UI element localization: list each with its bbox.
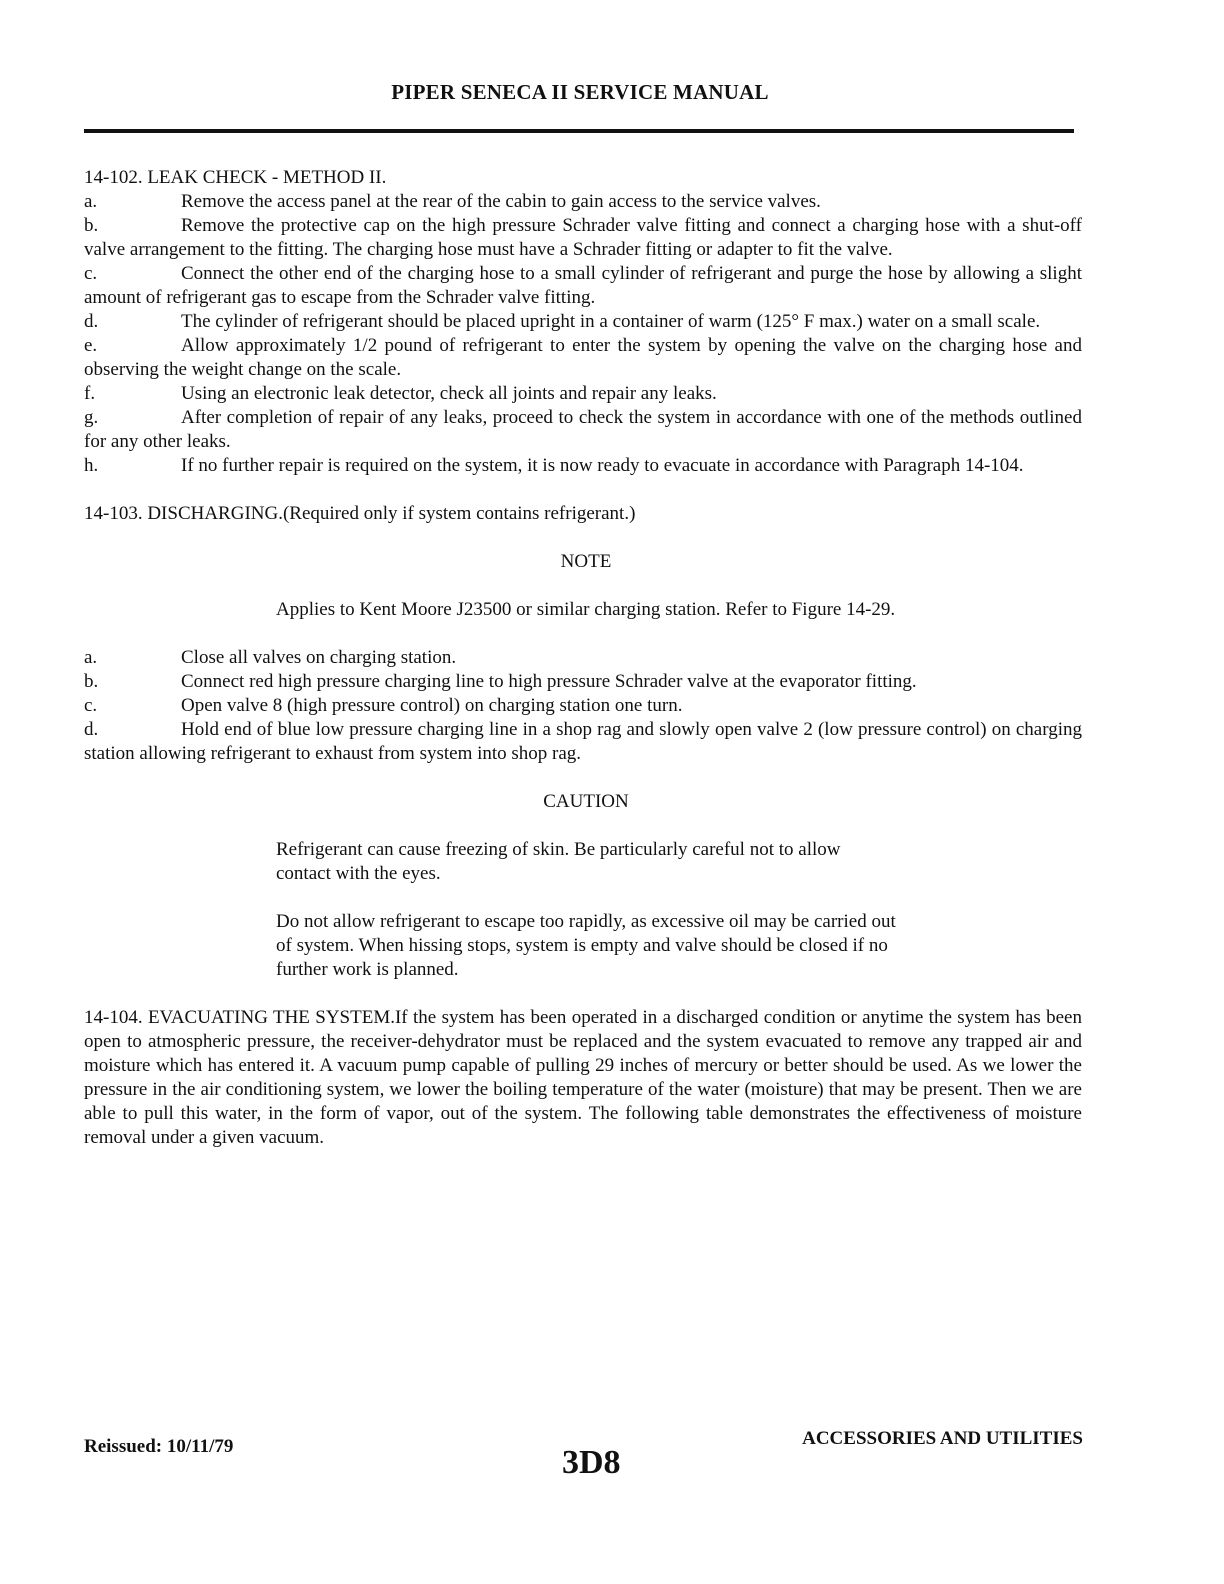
page-header-title: PIPER SENECA II SERVICE MANUAL — [391, 80, 769, 104]
section-102-item-f — [84, 382, 1082, 406]
caution-paragraph-1: Refrigerant can cause freezing of skin. Be particularly careful not to allow contact with the eyes. — [276, 839, 841, 884]
note-text: Applies to Kent Moore J23500 or similar charging station. Refer to Figure 14-29. — [276, 599, 896, 620]
chapter-title: ACCESSORIES AND UTILITIES — [802, 1428, 1083, 1449]
item-text: Using an electronic leak detector, check all joints and repair any leaks. — [181, 383, 717, 404]
section-103-item-c — [84, 694, 1082, 718]
note-label: NOTE — [560, 551, 612, 572]
page-code: 3D8 — [562, 1444, 621, 1481]
section-103-heading: 14-103. DISCHARGING.(Required only if system contains refrigerant.) — [84, 503, 636, 524]
item-letter: a. — [84, 191, 98, 212]
item-text: After completion of repair of any leaks, proceed to check the system in accordance with one of the methods outlined for any other leaks. — [84, 407, 1082, 452]
item-text: Close all valves on charging station. — [181, 647, 457, 668]
item-letter: c. — [84, 695, 98, 716]
section-103-item-b — [84, 670, 1082, 694]
caution-paragraph-2: Do not allow refrigerant to escape too rapidly, as excessive oil may be carried out of system. When hissing stops, system is empty and valve should be closed if no further work is planned. — [276, 911, 896, 980]
item-text: Hold end of blue low pressure charging line in a shop rag and slowly open valve 2 (low pressure control) on charging station allowing refrigerant to exhaust from system into shop rag. — [84, 719, 1082, 764]
item-text: Allow approximately 1/2 pound of refrigerant to enter the system by opening the valve on the charging hose and observing the weight change on the scale. — [84, 335, 1082, 380]
section-102-item-b — [84, 214, 1082, 262]
section-103-item-a — [84, 646, 1082, 670]
caution-label: CAUTION — [543, 791, 629, 812]
header-rule — [84, 129, 1074, 133]
item-text: Open valve 8 (high pressure control) on charging station one turn. — [181, 695, 683, 716]
item-text: Remove the protective cap on the high pressure Schrader valve fitting and connect a charging hose with a shut-off valve arrangement to the fitting. The charging hose must have a Schrader fitting or adapter to fit the valve. — [84, 215, 1082, 260]
section-102-item-d — [84, 310, 1082, 334]
item-letter: e. — [84, 335, 98, 356]
section-102-item-h — [84, 454, 1082, 478]
section-102-item-g — [84, 406, 1082, 454]
item-letter: d. — [84, 311, 99, 332]
item-letter: a. — [84, 647, 98, 668]
item-letter: c. — [84, 263, 98, 284]
reissued-date: Reissued: 10/11/79 — [84, 1436, 234, 1457]
item-text: If no further repair is required on the system, it is now ready to evacuate in accordance with Paragraph 14-104. — [181, 455, 1024, 476]
item-letter: b. — [84, 671, 99, 692]
section-103-item-d — [84, 718, 1082, 766]
section-102-heading: 14-102. LEAK CHECK - METHOD II. — [84, 167, 387, 188]
item-text: Connect the other end of the charging hose to a small cylinder of refrigerant and purge the hose by allowing a slight amount of refrigerant gas to escape from the Schrader valve fitting. — [84, 263, 1082, 308]
document-body — [84, 166, 1082, 1150]
section-104-paragraph: 14-104. EVACUATING THE SYSTEM.If the system has been operated in a discharged condition or anytime the system has been open to atmospheric pressure, the receiver-dehydrator must be replaced and the system evacuated to remove any trapped air and moisture which has entered it. A vacuum pump capable of pulling 29 inches of mercury or better should be used. As we lower the pressure in the air conditioning system, we lower the boiling temperature of the water (moisture) that may be present. Then we are able to pull this water, in the form of vapor, out of the system. The following table demonstrates the effectiveness of moisture removal under a given vacuum. — [84, 1007, 1082, 1148]
item-letter: f. — [84, 383, 96, 404]
item-letter: h. — [84, 455, 99, 476]
section-102-item-a — [84, 190, 1082, 214]
item-letter: d. — [84, 719, 99, 740]
item-text: The cylinder of refrigerant should be placed upright in a container of warm (125° F max.) water on a small scale. — [181, 311, 1041, 332]
item-letter: g. — [84, 407, 99, 428]
item-letter: b. — [84, 215, 99, 236]
item-text: Connect red high pressure charging line to high pressure Schrader valve at the evaporator fitting. — [181, 671, 917, 692]
item-text: Remove the access panel at the rear of the cabin to gain access to the service valves. — [181, 191, 821, 212]
section-102-item-e — [84, 334, 1082, 382]
section-102-item-c — [84, 262, 1082, 310]
